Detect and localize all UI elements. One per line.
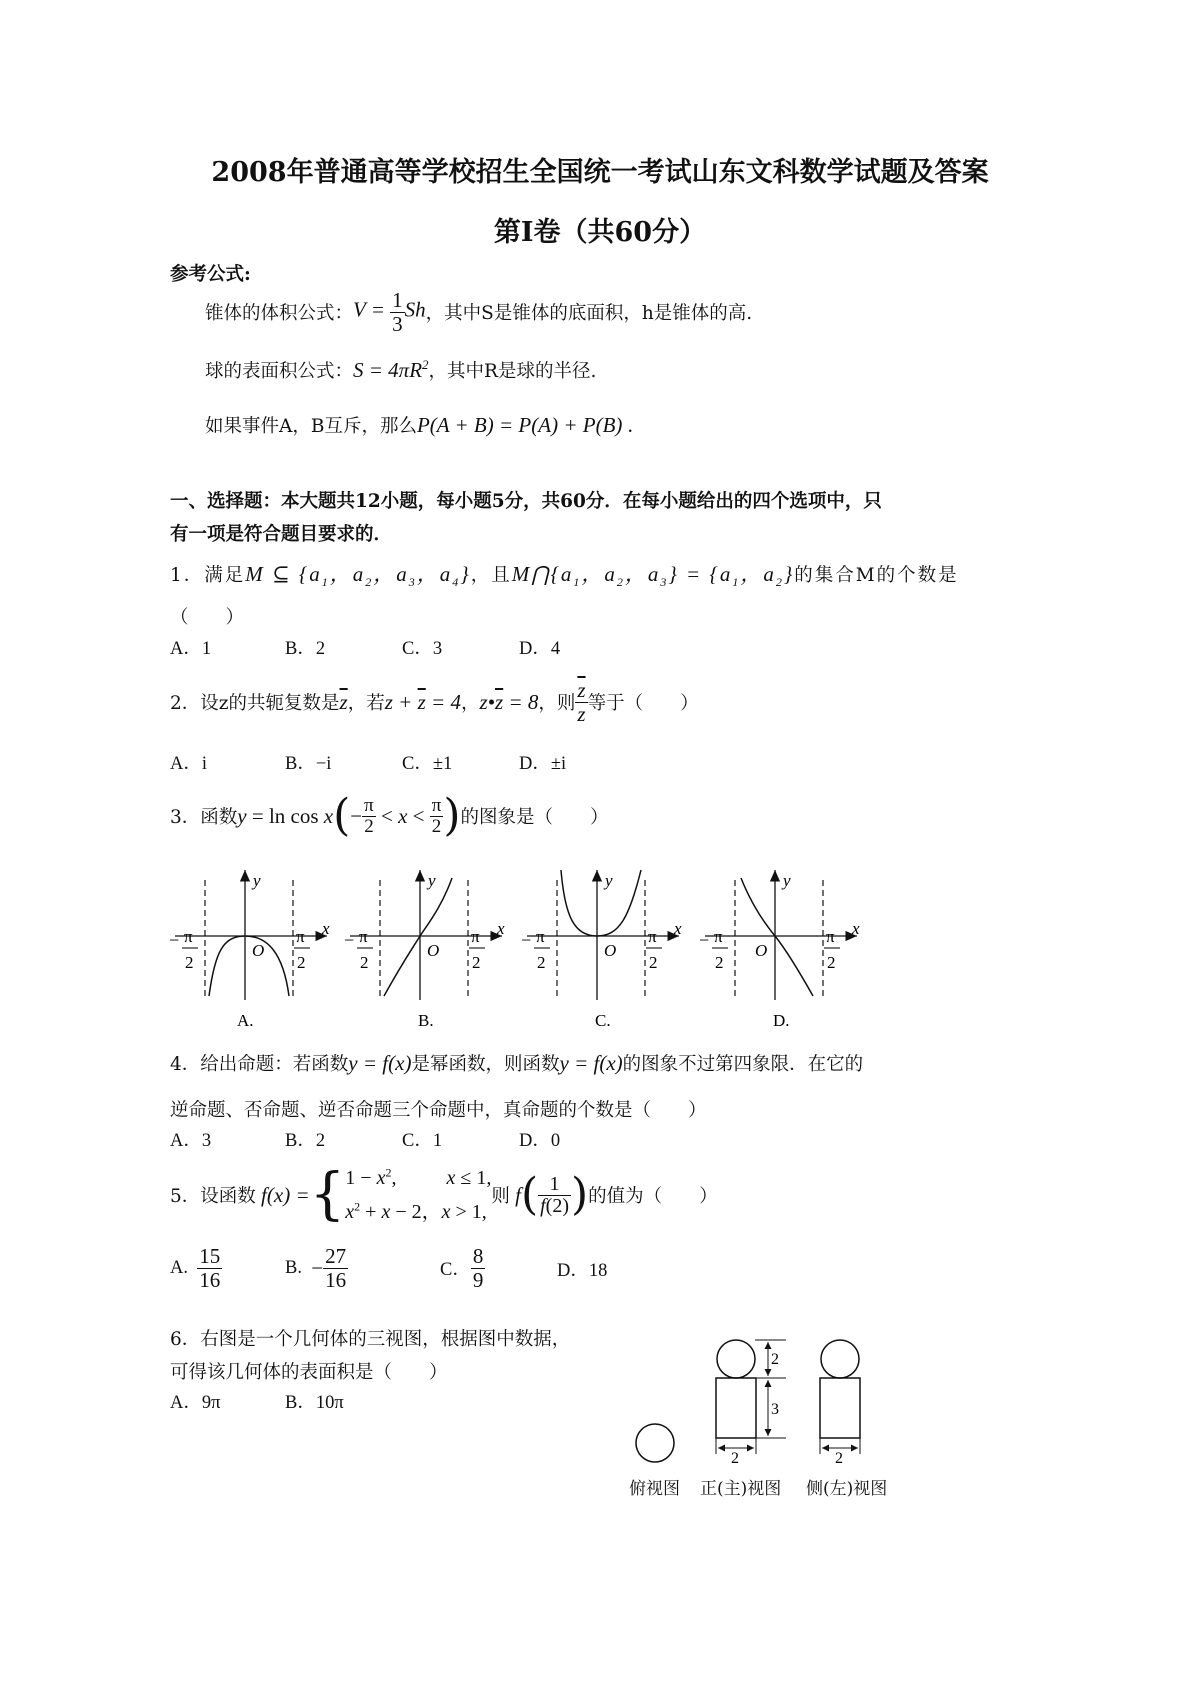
svg-text:π: π xyxy=(184,927,193,946)
svg-text:O: O xyxy=(427,941,440,960)
q2-text2: ，若 xyxy=(347,693,385,714)
q3-number: 3． xyxy=(170,807,201,828)
svg-text:−: − xyxy=(521,930,532,950)
q2-cond2: $z•\overline{z} = 8$ xyxy=(479,689,539,714)
q4-option-b: B．2 xyxy=(285,1131,326,1151)
q4-text3: 的图象不过第四象限．在它的 xyxy=(622,1054,864,1075)
svg-text:2: 2 xyxy=(185,953,194,972)
svg-text:y: y xyxy=(783,871,791,890)
graph-b xyxy=(344,870,505,1030)
q1-number: 1． xyxy=(170,565,205,586)
events-prefix: 如果事件A，B互斥，那么 xyxy=(205,416,417,437)
svg-text:π: π xyxy=(536,927,545,946)
q4-text1: 给出命题：若函数 xyxy=(200,1054,349,1075)
front-view-label: 正(主)视图 xyxy=(700,1479,782,1499)
graph-c-label: C. xyxy=(595,1011,611,1030)
q5-option-a-label: A. xyxy=(170,1257,188,1278)
svg-text:2: 2 xyxy=(649,953,658,972)
svg-text:2: 2 xyxy=(715,953,724,972)
graph-c xyxy=(521,870,682,1030)
q5-option-d: D．18 xyxy=(557,1261,608,1281)
q5-text2: 则 xyxy=(491,1186,510,1207)
sphere-prefix: 球的表面积公式： xyxy=(205,361,354,382)
q5-option-b: B. − $\frac{27}{16}$ xyxy=(285,1244,347,1292)
q3-graphs xyxy=(165,862,885,1047)
q2-option-b: B．−i xyxy=(285,754,332,774)
q1-option-b: B．2 xyxy=(285,639,326,659)
q1-stem xyxy=(170,558,959,590)
q4-option-a: A．3 xyxy=(170,1131,212,1151)
q5-option-c-label: C． xyxy=(440,1260,471,1280)
q4-text2: 是幂函数，则函数 xyxy=(411,1054,560,1075)
q6-option-b: B．10π xyxy=(285,1393,344,1413)
q1-text1: 满足 xyxy=(204,565,246,586)
svg-text:−: − xyxy=(344,930,355,950)
svg-text:y: y xyxy=(253,871,261,890)
q4-number: 4． xyxy=(170,1054,201,1075)
q2-text4: ，则 xyxy=(538,693,576,714)
dim-height-sphere: 2 xyxy=(771,1351,779,1368)
q4-fn1: y = f(x) xyxy=(348,1051,412,1075)
svg-text:x: x xyxy=(322,919,330,938)
cone-formula-line xyxy=(205,282,752,342)
page-title: 2008年普通高等学校招生全国统一考试山东文科数学试题及答案 xyxy=(211,157,989,188)
svg-text:2: 2 xyxy=(297,953,306,972)
q1-set-expr1: M ⊆ {$a_1$，$a_2$，$a_3$，$a_4$} xyxy=(245,562,471,590)
svg-text:x: x xyxy=(852,919,860,938)
q4-option-d: D．0 xyxy=(519,1131,561,1151)
q1-answer-paren: （ ） xyxy=(170,607,245,628)
cone-prefix: 锥体的体积公式： xyxy=(205,303,354,324)
q5-text3: 的值为（ ） xyxy=(588,1186,718,1207)
q4-fn2: y = f(x) xyxy=(559,1051,623,1075)
q4-line2: 逆命题、否命题、逆否命题三个命题中，真命题的个数是（ ） xyxy=(170,1100,707,1121)
q2-number: 2． xyxy=(170,693,201,714)
q1-text3: 的集合M的个数是 xyxy=(794,565,959,586)
svg-text:π: π xyxy=(648,927,657,946)
top-view-label: 俯视图 xyxy=(629,1479,680,1499)
dim-width-front: 2 xyxy=(731,1450,739,1467)
svg-text:y: y xyxy=(428,871,436,890)
side-view xyxy=(820,1340,860,1467)
graph-a xyxy=(169,870,330,1030)
q1-option-c: C．3 xyxy=(402,639,443,659)
svg-text:O: O xyxy=(604,941,617,960)
graph-d xyxy=(699,870,860,1030)
graph-a-label: A. xyxy=(237,1011,254,1030)
svg-text:π: π xyxy=(359,927,368,946)
dim-width-side: 2 xyxy=(835,1450,843,1467)
svg-text:x: x xyxy=(497,919,505,938)
q2-option-d: D．±i xyxy=(519,754,567,774)
svg-text:2: 2 xyxy=(360,953,369,972)
svg-text:2: 2 xyxy=(537,953,546,972)
svg-text:π: π xyxy=(471,927,480,946)
dim-height-cylinder: 3 xyxy=(771,1401,779,1418)
q1-option-a: A．1 xyxy=(170,639,212,659)
reference-label: 参考公式: xyxy=(170,264,251,285)
svg-text:−: − xyxy=(699,930,710,950)
q6-line2: 可得该几何体的表面积是（ ） xyxy=(170,1362,448,1383)
q5-piecewise: $1 - x^2$, x ≤ 1, $x^2 + x - 2$，x > 1, xyxy=(345,1165,492,1223)
q2-option-a: A．i xyxy=(170,754,208,774)
q4-line1 xyxy=(170,1050,863,1076)
side-view-label: 侧(左)视图 xyxy=(806,1479,888,1499)
svg-text:2: 2 xyxy=(827,953,836,972)
q6-text1: 右图是一个几何体的三视图，根据图中数据， xyxy=(200,1329,571,1350)
sphere-suffix: ，其中R是球的半径. xyxy=(428,361,597,382)
svg-text:O: O xyxy=(252,941,265,960)
q2-stem xyxy=(170,672,699,732)
q1-set-expr2: $M⋂\{a_1$，$a_2$，$a_3\} = \{a_1$，$a_2$} xyxy=(511,562,795,590)
q2-cond1: $z + \overline{z} = 4$ xyxy=(384,689,461,714)
q2-option-c: C．±1 xyxy=(402,754,453,774)
q6-option-a: A．9π xyxy=(170,1393,221,1413)
graph-d-label: D. xyxy=(773,1011,790,1030)
q2-text5: 等于（ ） xyxy=(587,693,699,714)
top-view-circle xyxy=(636,1424,674,1462)
svg-text:π: π xyxy=(296,927,305,946)
svg-text:π: π xyxy=(826,927,835,946)
events-formula-line: 如果事件A，B互斥，那么P(A + B) = P(A) + P(B) . xyxy=(205,413,633,437)
q5-text1: 设函数 xyxy=(200,1186,256,1207)
svg-text:π: π xyxy=(714,927,723,946)
q5-option-a: A. $\frac{15}{16}$ xyxy=(170,1244,221,1292)
cone-formula: V = $\frac{1}{3}$ Sh xyxy=(353,288,426,336)
q5-argument: $\frac{1}{f(2)}$ xyxy=(540,1172,569,1217)
sphere-formula-line xyxy=(205,357,596,383)
q6-number: 6． xyxy=(170,1329,201,1350)
q2-zbar: $\overline{z}$ xyxy=(339,689,348,714)
sphere-formula: $S = 4\pi R^2$ xyxy=(353,357,429,382)
q2-text3: ， xyxy=(460,693,480,714)
graph-b-label: B. xyxy=(418,1011,434,1030)
q2-ratio: $\frac{\overline{z}}{z}$ xyxy=(577,678,586,726)
page-subtitle: 第Ⅰ卷（共60分） xyxy=(493,217,707,248)
events-formula: P(A + B) = P(A) + P(B) xyxy=(416,413,623,437)
q5-option-c: C． $\frac{8}{9}$ xyxy=(440,1244,484,1292)
q3-text1: 函数 xyxy=(200,807,238,828)
q2-text1: 设z的共轭复数是 xyxy=(200,693,340,714)
q5-fx: f(x) = xyxy=(255,1182,310,1207)
svg-text:−: − xyxy=(169,930,180,950)
front-view xyxy=(716,1340,786,1467)
q6-line1 xyxy=(170,1325,570,1351)
q5-stem: 5． 设函数 f(x) = { $1 - x^2$, x ≤ 1, $x^2 + x - 2$，x > 1, 则 f ( $\frac{1}{f(2)}$ ) 的值为（ ） xyxy=(170,1157,718,1233)
cone-suffix: ，其中S是锥体的底面积，h是锥体的高. xyxy=(425,303,753,324)
q3-stem: 3． 函数 y = ln cos x ( − $\frac{\pi}{2}$ < x < $\frac{\pi}{2}$ ) 的图象是（ ） xyxy=(170,790,609,842)
svg-text:2: 2 xyxy=(472,953,481,972)
q5-number: 5． xyxy=(170,1186,201,1207)
section1-line1: 一、选择题：本大题共12小题，每小题5分，共60分．在每小题给出的四个选项中，只 xyxy=(170,491,882,512)
q3-function: y = ln cos x xyxy=(237,803,334,828)
q3-text2: 的图象是（ ） xyxy=(460,807,609,828)
svg-text:O: O xyxy=(755,941,768,960)
svg-text:y: y xyxy=(605,871,613,890)
q1-text2: ，且 xyxy=(470,565,512,586)
q4-option-c: C．1 xyxy=(402,1131,443,1151)
q5-option-b-label: B. xyxy=(285,1257,302,1278)
svg-text:x: x xyxy=(674,919,682,938)
q1-option-d: D．4 xyxy=(519,639,561,659)
section1-line2: 有一项是符合题目要求的． xyxy=(170,524,393,545)
